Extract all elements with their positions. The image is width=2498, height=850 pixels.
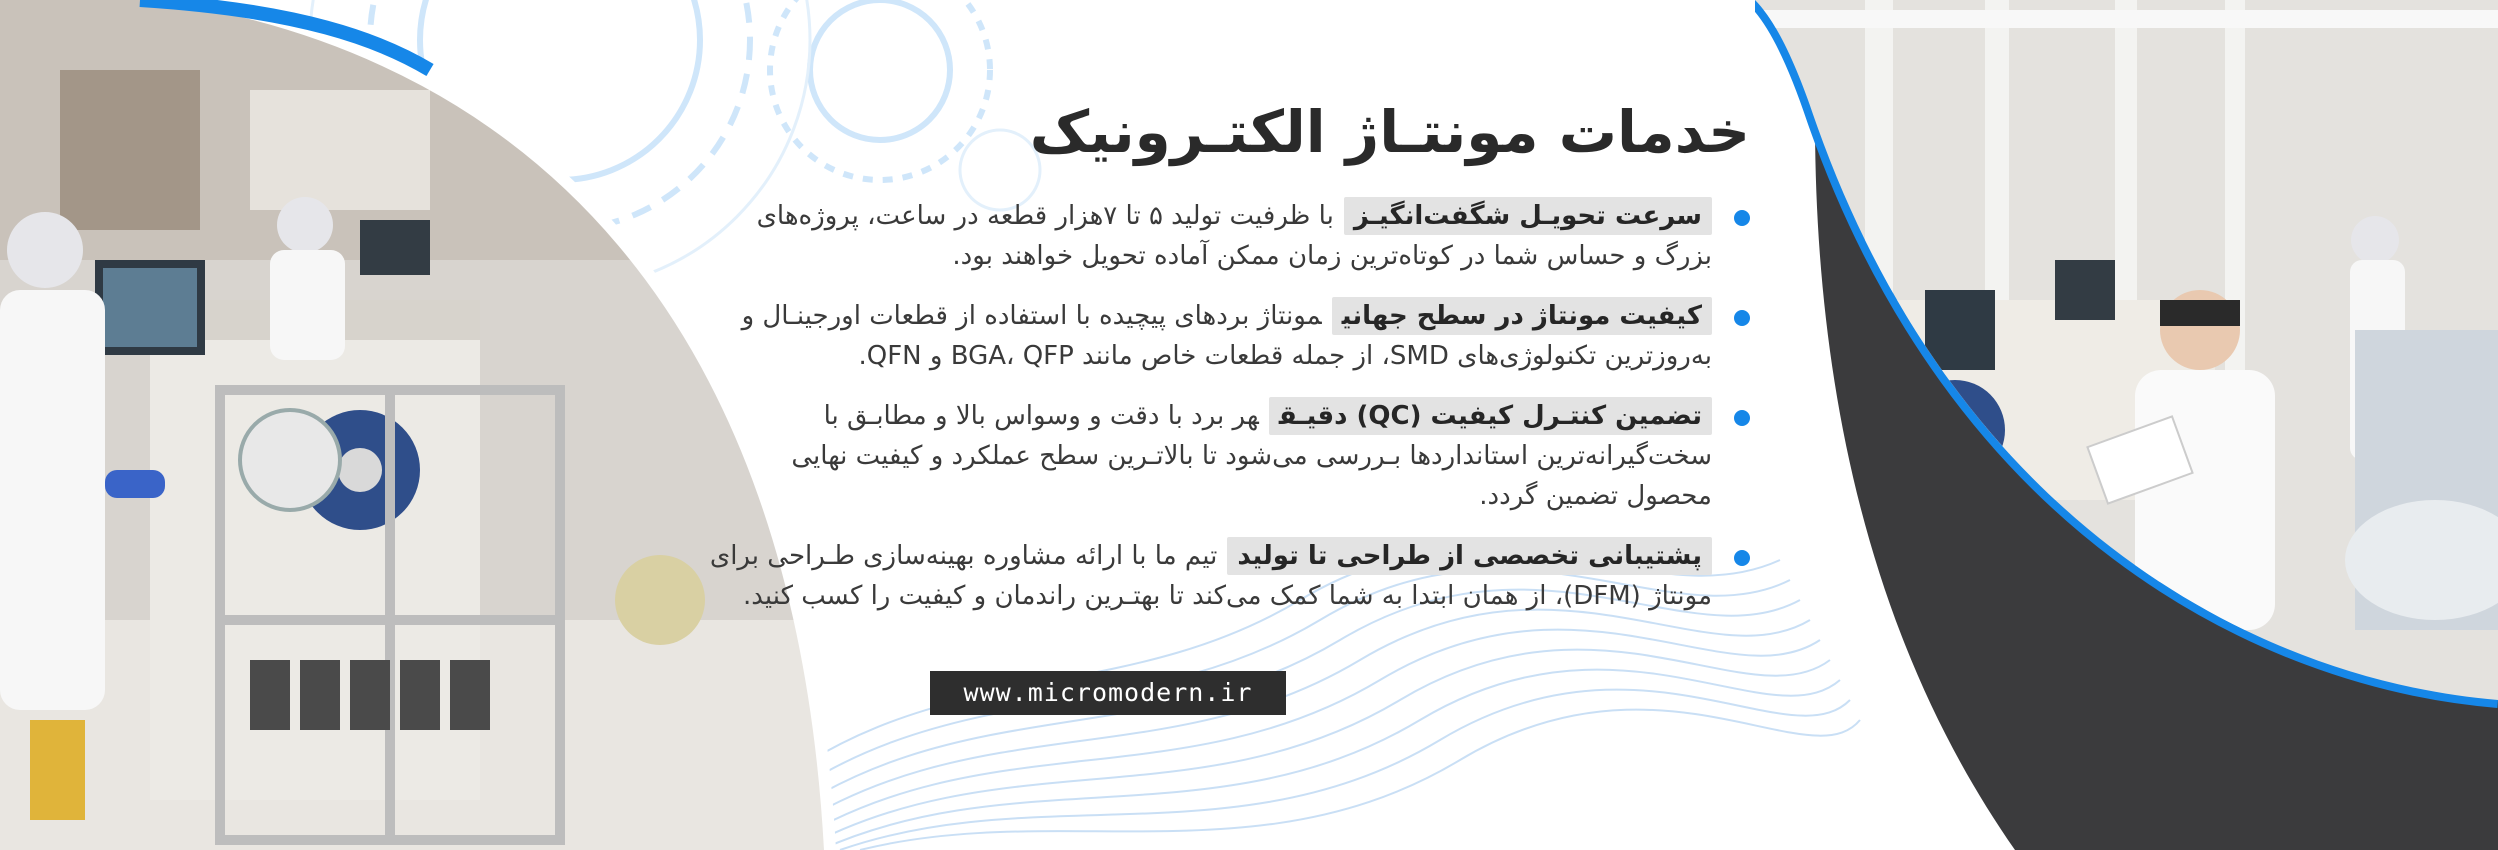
- feature-text: با ظرفیت تولید ۵ تا ۷هزار قطعه در ساعت، پروژه‌های بزرگ و حساس شما در کوتاه‌ترین زمان ممکن آماده تحویل خواهند بود.: [756, 201, 1712, 271]
- feature-heading: پشتیبانی تخصصی از طراحی تا تولید: [1227, 537, 1712, 575]
- bullet-icon: [1734, 310, 1750, 326]
- bullet-icon: [1734, 210, 1750, 226]
- feature-text: تیم ما با ارائه مشاوره بهینه‌سازی طـراحی برای مونتاژ (DFM)، از همان ابتدا به شما کمک می‌کند تا بهتـرین راندمان و کیفیت را کسب کنید.: [709, 541, 1712, 611]
- feature-item: [700, 296, 1760, 376]
- feature-text: هر برد با دقت و وسواس بالا و مطابـق با سخت‌گیرانه‌ترین استانداردها بـررسی می‌شود تا بالاتـرین سطح عملکرد و کیفیت نهایی محصول تضمین گردد.: [791, 401, 1712, 511]
- feature-heading: کیفیت مونتاژ در سطح جهانی: [1332, 297, 1712, 335]
- feature-item: [700, 196, 1760, 276]
- feature-item: [700, 396, 1760, 516]
- feature-item: [700, 536, 1760, 616]
- feature-heading: سرعت تحویـل شگفت‌انگیـز: [1344, 197, 1712, 235]
- feature-list: [700, 196, 1760, 616]
- services-content: [700, 90, 1760, 636]
- website-url[interactable]: www.micromodern.ir: [930, 671, 1286, 715]
- page-title: خدمات مونتـاژ الکتـرونیک: [1029, 98, 1750, 166]
- factory-photo-right: [1755, 0, 2498, 850]
- bullet-icon: [1734, 410, 1750, 426]
- bullet-icon: [1734, 550, 1750, 566]
- feature-heading: تضمین کنتـرل کیفیت (QC) دقیـق: [1269, 397, 1712, 435]
- feature-text: مونتاژ بردهای پیچیده با استفاده از قطعات اورجینـال و به‌روزترین تکنولوژی‌های SMD، از جمله قطعات خاص مانند BGA، QFP و QFN.: [741, 301, 1712, 371]
